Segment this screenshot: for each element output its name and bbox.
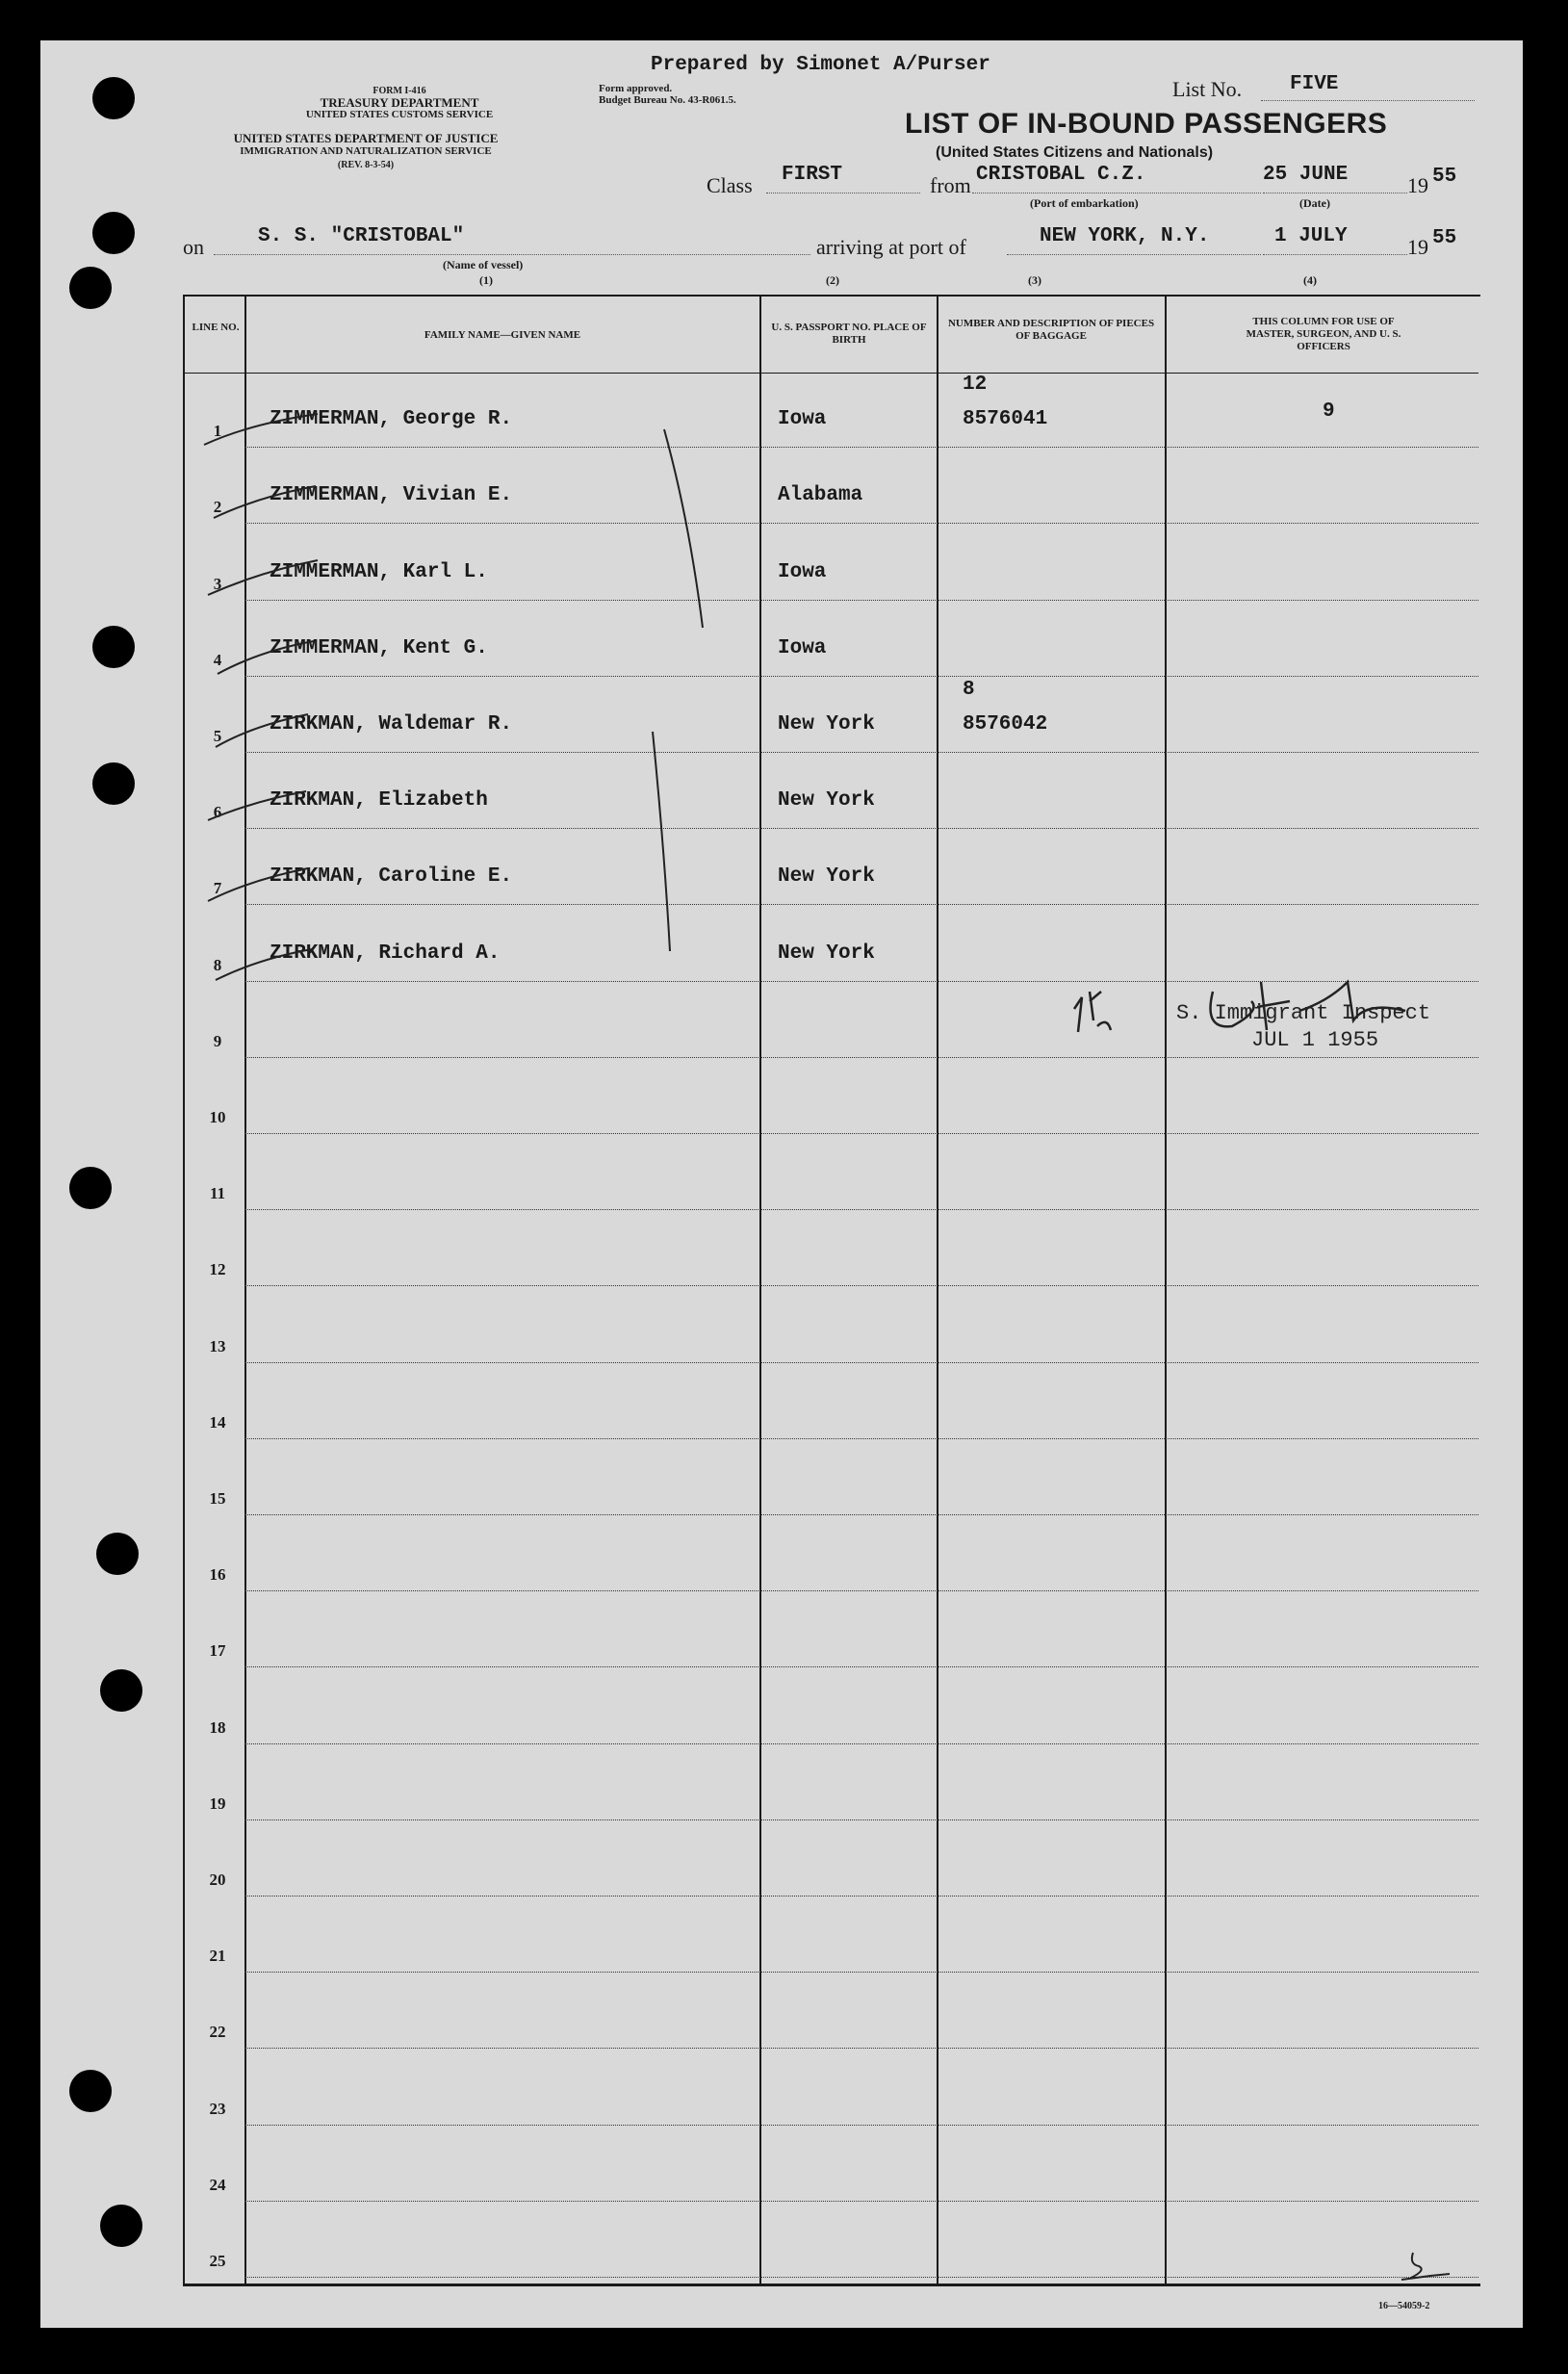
arrival-port: NEW YORK, N.Y. bbox=[1040, 225, 1210, 247]
stamp-date: JUL 1 1955 bbox=[1251, 1028, 1379, 1052]
line-number: 24 bbox=[209, 2175, 226, 2194]
passenger-name: ZIRKMAN, Richard A. bbox=[270, 942, 501, 965]
line-number: 17 bbox=[209, 1641, 226, 1661]
year-prefix: 19 bbox=[1407, 173, 1428, 197]
check-mark bbox=[208, 560, 318, 595]
place-of-birth: Iowa bbox=[778, 636, 827, 659]
line-number: 3 bbox=[213, 574, 222, 593]
line-number: 8 bbox=[213, 955, 222, 974]
check-mark bbox=[218, 641, 314, 674]
baggage-number: 8576041 bbox=[963, 408, 1048, 431]
year-prefix: 19 bbox=[1407, 235, 1428, 259]
vessel-name: S. S. "CRISTOBAL" bbox=[258, 225, 465, 247]
line-number: 5 bbox=[213, 727, 222, 745]
check-mark bbox=[208, 868, 308, 901]
check-mark bbox=[216, 949, 312, 980]
baggage-number: 8576042 bbox=[963, 713, 1048, 735]
budget-bureau: Budget Bureau No. 43-R061.5. bbox=[599, 94, 736, 106]
arriving-label: arriving at port of bbox=[816, 235, 966, 259]
passenger-name: ZIRKMAN, Elizabeth bbox=[270, 789, 488, 813]
check-mark bbox=[214, 486, 316, 518]
baggage-count: 8 bbox=[963, 679, 975, 701]
form-code: 16—54059-2 bbox=[1378, 2301, 1430, 2311]
line-number: 1 bbox=[213, 422, 222, 441]
date-caption: (Date) bbox=[1299, 196, 1330, 210]
vessel-caption: (Name of vessel) bbox=[443, 258, 524, 271]
form-subtitle: (United States Citizens and Nationals) bbox=[936, 144, 1214, 161]
header-line-no: LINE NO. bbox=[192, 322, 240, 333]
place-of-birth: New York bbox=[778, 942, 875, 965]
revision: (REV. 8-3-54) bbox=[337, 160, 395, 170]
line-number: 14 bbox=[209, 1412, 226, 1432]
place-of-birth: Iowa bbox=[778, 560, 827, 583]
line-number: 16 bbox=[209, 1565, 226, 1585]
arrival-year: 55 bbox=[1432, 227, 1457, 249]
port-caption: (Port of embarkation) bbox=[1030, 196, 1139, 210]
form-approved: Form approved. bbox=[599, 83, 673, 94]
passenger-name: ZIRKMAN, Caroline E. bbox=[270, 865, 513, 889]
list-no-value: FIVE bbox=[1290, 73, 1339, 95]
line-number: 23 bbox=[209, 2099, 226, 2118]
baggage-count: 12 bbox=[963, 374, 988, 397]
line-number: 18 bbox=[209, 1717, 226, 1737]
arrival-date: 1 JULY bbox=[1274, 225, 1348, 247]
column-number-3: (3) bbox=[1028, 273, 1041, 287]
line-number: 12 bbox=[209, 1260, 226, 1279]
line-number: 13 bbox=[209, 1336, 226, 1355]
ins-service: IMMIGRATION AND NATURALIZATION SERVICE bbox=[240, 145, 492, 157]
header-passport: U. S. PASSPORT NO. PLACE OF BIRTH bbox=[771, 322, 927, 346]
line-number: 20 bbox=[209, 1871, 226, 1889]
family-bracket bbox=[653, 732, 670, 951]
column-number-2: (2) bbox=[826, 273, 839, 287]
passenger-name: ZIMMERMAN, George R. bbox=[270, 408, 513, 431]
line-number: 25 bbox=[209, 2252, 226, 2270]
form-title: LIST OF IN-BOUND PASSENGERS bbox=[905, 108, 1388, 140]
check-mark bbox=[208, 791, 306, 820]
officer-mark: 9 bbox=[1323, 400, 1335, 424]
on-label: on bbox=[183, 235, 204, 259]
from-label: from bbox=[930, 173, 971, 197]
column-number-4: (4) bbox=[1303, 273, 1317, 287]
line-number: 11 bbox=[209, 1184, 226, 1203]
class-value: FIRST bbox=[782, 164, 843, 186]
handwritten-mark bbox=[1392, 2245, 1469, 2287]
treasury-dept: TREASURY DEPARTMENT bbox=[320, 95, 479, 110]
line-number: 22 bbox=[209, 2023, 226, 2042]
form-number: FORM I-416 bbox=[373, 86, 426, 96]
line-number: 7 bbox=[213, 879, 222, 898]
line-number: 4 bbox=[213, 650, 222, 669]
passenger-name: ZIMMERMAN, Kent G. bbox=[270, 636, 488, 659]
line-number: 15 bbox=[209, 1489, 226, 1508]
line-number: 2 bbox=[213, 498, 222, 517]
header-baggage: NUMBER AND DESCRIPTION OF PIECES OF BAGGAGE bbox=[947, 318, 1155, 342]
inspector-stamp: S. Immigrant Inspect bbox=[1176, 1001, 1431, 1025]
check-mark bbox=[204, 414, 318, 445]
place-of-birth: Alabama bbox=[778, 484, 863, 507]
header-officers: THIS COLUMN FOR USE OF MASTER, SURGEON, AND U. S. OFFICERS bbox=[1246, 316, 1401, 352]
line-number: 19 bbox=[209, 1793, 226, 1813]
passenger-name: ZIMMERMAN, Vivian E. bbox=[270, 484, 513, 507]
line-number: 21 bbox=[209, 1947, 226, 1966]
departure-date: 25 JUNE bbox=[1263, 164, 1349, 186]
departure-year: 55 bbox=[1432, 166, 1457, 188]
port-of-embarkation: CRISTOBAL C.Z. bbox=[976, 164, 1146, 186]
column-number-1: (1) bbox=[479, 273, 493, 287]
list-no-label: List No. bbox=[1172, 77, 1243, 101]
place-of-birth: New York bbox=[778, 789, 875, 813]
passenger-name: ZIRKMAN, Waldemar R. bbox=[270, 713, 513, 735]
line-number: 10 bbox=[209, 1108, 226, 1126]
line-number: 9 bbox=[213, 1031, 222, 1050]
line-number: 6 bbox=[213, 803, 222, 822]
justice-dept: UNITED STATES DEPARTMENT OF JUSTICE bbox=[233, 131, 499, 145]
place-of-birth: New York bbox=[778, 713, 875, 735]
prepared-by: Prepared by Simonet A/Purser bbox=[651, 54, 990, 76]
place-of-birth: New York bbox=[778, 865, 875, 889]
header-name: FAMILY NAME—GIVEN NAME bbox=[424, 329, 581, 341]
customs-service: UNITED STATES CUSTOMS SERVICE bbox=[305, 109, 494, 120]
place-of-birth: Iowa bbox=[778, 408, 827, 431]
passenger-name: ZIMMERMAN, Karl L. bbox=[270, 560, 488, 583]
check-mark bbox=[216, 714, 308, 747]
family-bracket bbox=[664, 429, 703, 628]
class-label: Class bbox=[707, 173, 753, 197]
